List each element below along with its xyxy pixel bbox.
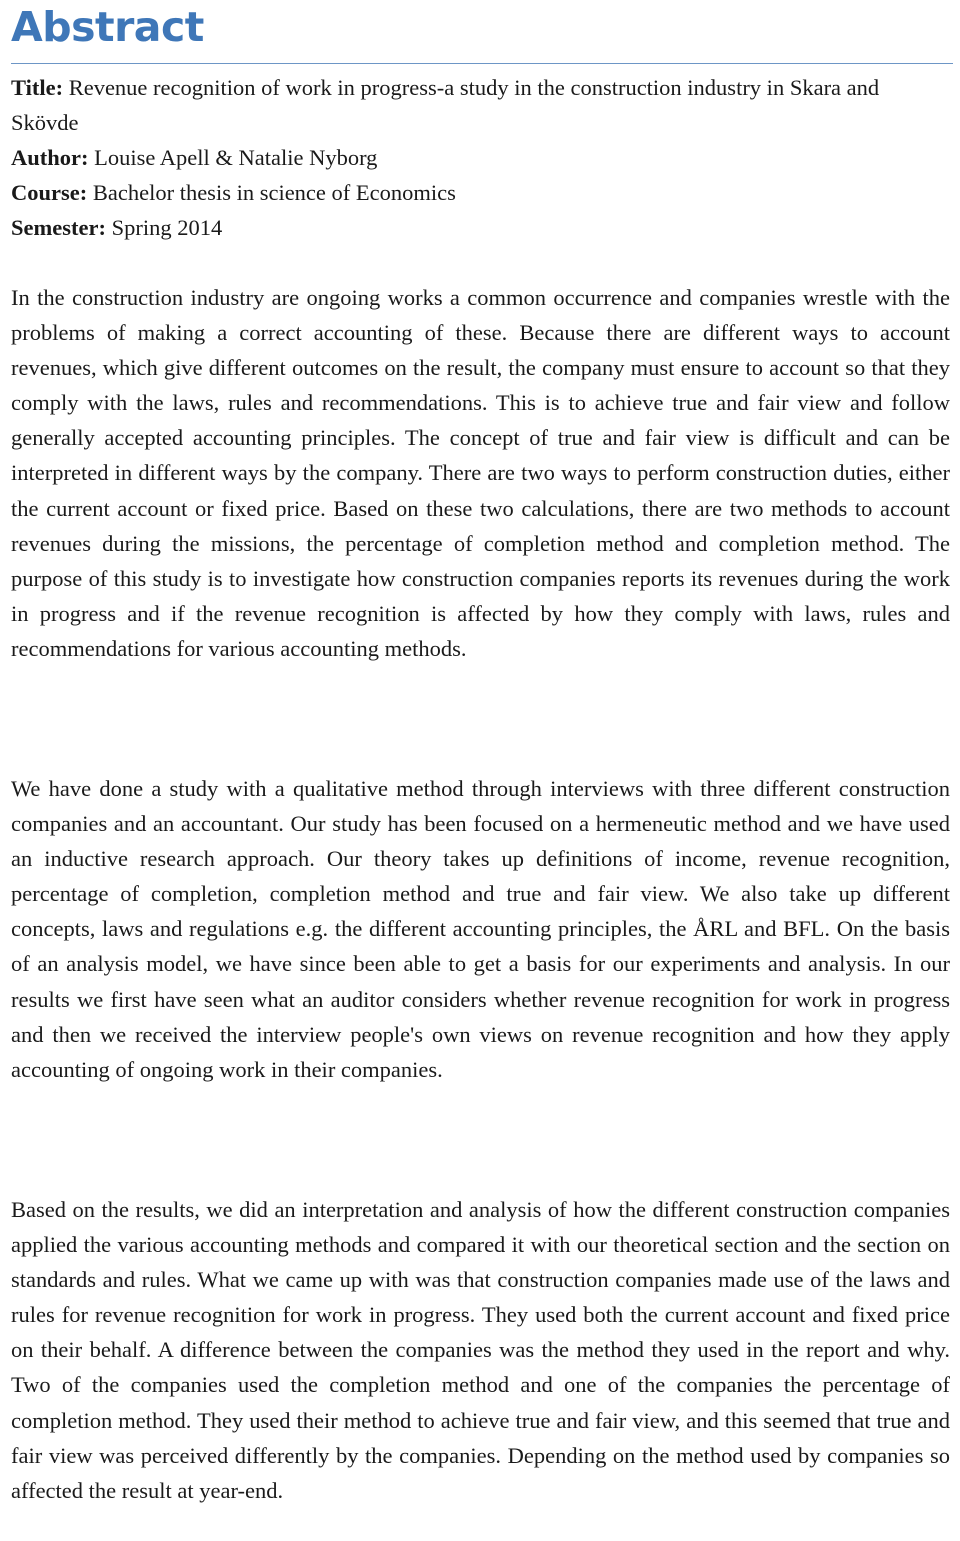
title-label: Title: bbox=[11, 75, 64, 100]
course-value: Bachelor thesis in science of Economics bbox=[87, 180, 456, 206]
document-page bbox=[11, 0, 950, 1503]
course-label: Course: bbox=[11, 180, 88, 206]
semester-value: Spring 2014 bbox=[105, 215, 223, 241]
course-line bbox=[11, 175, 950, 210]
author-label: Author: bbox=[11, 145, 89, 171]
thesis-metadata bbox=[11, 70, 950, 245]
author-line bbox=[11, 140, 950, 175]
heading-underline bbox=[11, 63, 953, 64]
author-value: Louise Apell & Natalie Nyborg bbox=[88, 145, 378, 171]
semester-label: Semester: bbox=[11, 215, 106, 241]
abstract-paragraph-1: In the construction industry are ongoing works a common occurrence and companies wrestle with the problems of making a correct accounting of these. Because there are different ways to account revenues, which give different outcomes on the result, the company must ensure to account so that they comply with the laws, rules and recommendations. This is to achieve true and fair view and follow generally accepted accounting principles. The concept of true and fair view is difficult and can be interpreted in different ways by the company. There are two ways to perform construction duties, either the current account or fixed price. Based on these two calculations, there are two methods to account revenues during the missions, the percentage of completion method and completion method. The purpose of this study is to investigate how construction companies reports its revenues during the work in progress and if the revenue recognition is affected by how they comply with laws, rules and recommendations for various accounting methods. bbox=[11, 285, 950, 661]
abstract-paragraph-2: We have done a study with a qualitative method through interviews with three different construction companies and an accountant. Our study has been focused on a hermeneutic method and we have used an inductive research approach. Our theory takes up definitions of income, revenue recognition, percentage of completion, completion method and true and fair view. We also take up different concepts, laws and regulations e.g. the different accounting principles, the ÅRL and BFL. On the basis of an analysis model, we have since been able to get a basis for our experiments and analysis. In our results we first have seen what an auditor considers whether revenue recognition for work in progress and then we received the interview people's own views on revenue recognition and how they apply accounting of ongoing work in their companies. bbox=[11, 776, 950, 1082]
abstract-paragraph-3: Based on the results, we did an interpretation and analysis of how the different construction companies applied the various accounting methods and compared it with our theoretical section and the section on standards and rules. What we came up with was that construction companies made use of the laws and rules for revenue recognition for work in progress. They used both the current account and fixed price on their behalf. A difference between the companies was the method they used in the report and why. Two of the companies used the completion method and one of the companies the percentage of completion method. They used their method to achieve true and fair view, and this seemed that true and fair view was perceived differently by the companies. Depending on the method used by companies so affected the result at year-end. bbox=[11, 1197, 950, 1503]
section-heading: Abstract bbox=[11, 3, 204, 51]
title-value: Revenue recognition of work in progress-a study in the construction industry in Skara and Skövde bbox=[11, 75, 880, 136]
semester-line bbox=[11, 210, 950, 245]
title-line bbox=[11, 70, 950, 140]
